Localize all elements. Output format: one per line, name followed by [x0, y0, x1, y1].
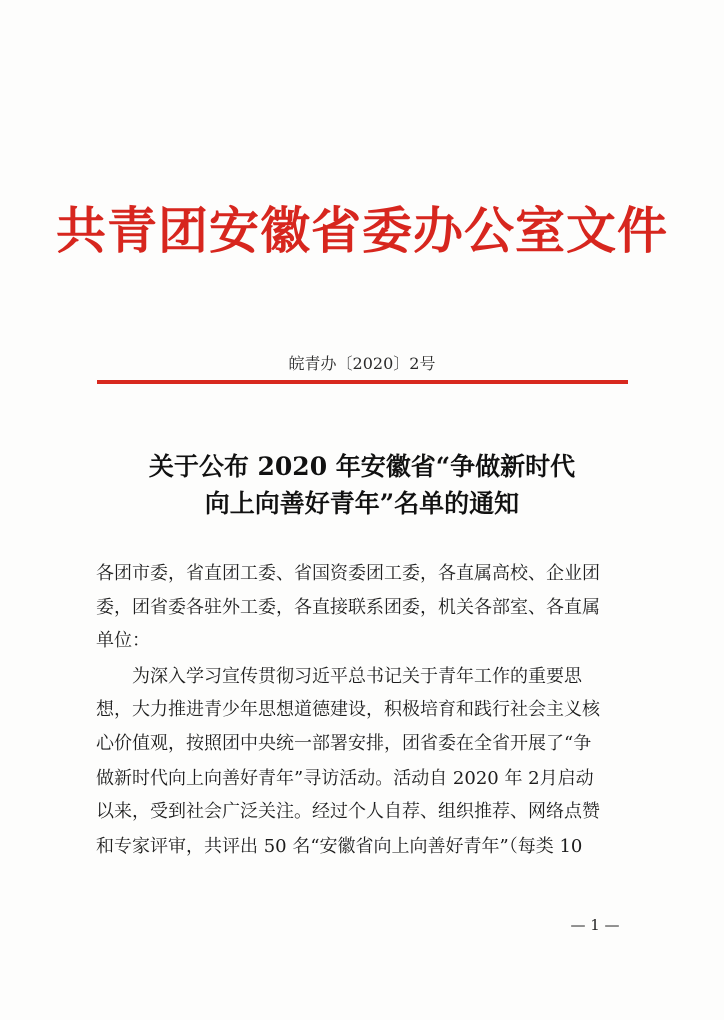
notice-title — [60, 448, 664, 522]
body-text-line: 想，大力推进青少年思想道德建设，积极培育和践行社会主义核 — [96, 699, 600, 720]
masthead-title: 共青团安徽省委办公室文件 — [56, 201, 668, 260]
body-text-line: 心价值观，按照团中央统一部署安排，团省委在全省开展了“争 — [96, 733, 592, 754]
notice-title-line-1: 关于公布 2020 年安徽省“争做新时代 — [148, 452, 576, 481]
body-text-line: 为深入学习宣传贯彻习近平总书记关于青年工作的重要思 — [96, 666, 582, 687]
notice-title-line-2: 向上向善好青年”名单的通知 — [204, 489, 520, 518]
document-number: 皖青办〔2020〕2号 — [288, 354, 436, 373]
body-text-line: 做新时代向上向善好青年”寻访活动。活动自 2020 年 2月启动 — [96, 768, 594, 789]
body-text-line: 各团市委，省直团工委、省国资委团工委，各直属高校、企业团 — [96, 563, 600, 584]
page-number: — 1 — — [570, 916, 620, 934]
body-text-line: 委，团省委各驻外工委，各直接联系团委，机关各部室、各直属 — [96, 597, 600, 618]
red-divider-line — [97, 380, 628, 384]
body-text-line: 以来，受到社会广泛关注。经过个人自荐、组织推荐、网络点赞 — [96, 801, 600, 822]
body-text-line: 单位： — [96, 630, 150, 651]
body-text-line: 和专家评审，共评出 50 名“安徽省向上向善好青年”（每类 10 — [96, 836, 583, 857]
